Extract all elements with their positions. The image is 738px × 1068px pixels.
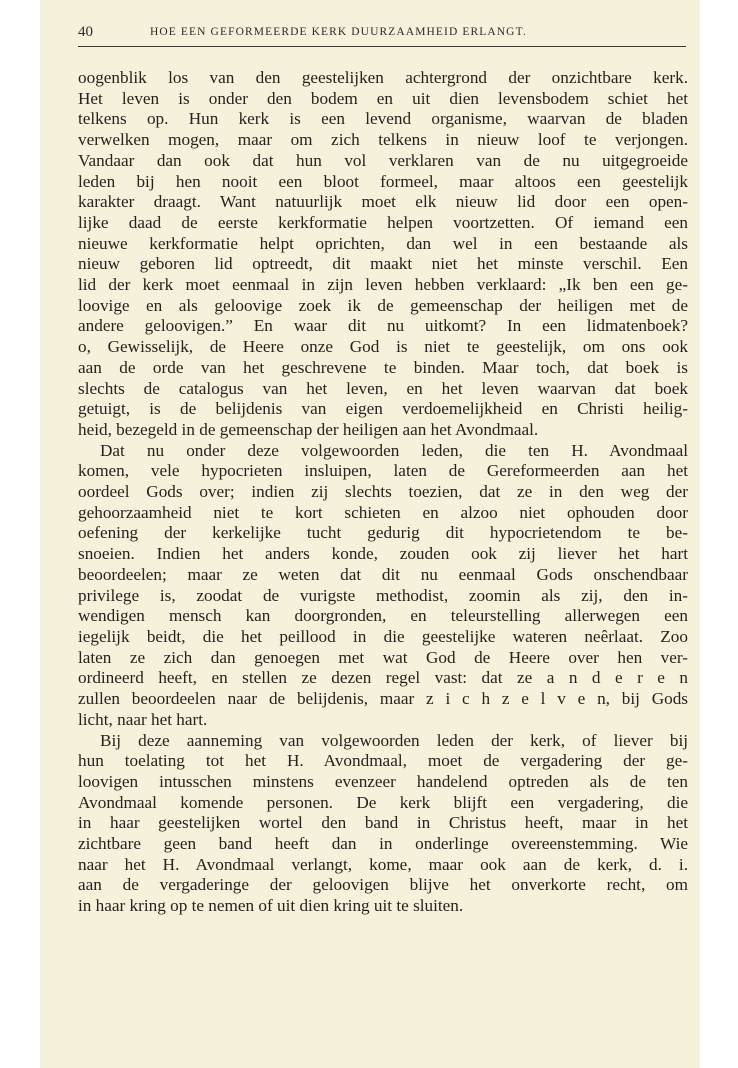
body-text: [78, 68, 688, 917]
text-line: oogenblik los van den geestelijken achtergrond der onzichtbare kerk.: [78, 68, 688, 87]
page-header: [78, 24, 686, 47]
text-line: zichtbare geen band heeft dan in onderlinge overeenstemming. Wie: [78, 834, 688, 854]
text-line: andere geloovigen.” En waar dit nu uitkomt? In een lidmatenboek?: [78, 316, 688, 336]
text-line: lijke daad de eerste kerkformatie helpen voortzetten. Of iemand een: [78, 212, 688, 232]
text-line: telkens op. Hun kerk is een levend organisme, waarvan de bladen: [78, 109, 688, 129]
text-line: slechts de catalogus van het leven, en het leven waarvan dat boek: [78, 378, 688, 398]
text-line: zullen beoordeelen naar de belijdenis, maar z i c h z e l v e n, bij Gods: [78, 689, 688, 709]
text-line: getuigt, is de belijdenis van eigen verdoemelijkheid en Christi heilig-: [78, 399, 688, 419]
text-line: gehoorzaamheid niet te kort schieten en alzoo niet ophouden door: [78, 502, 688, 522]
text-line: oefening der kerkelijke tucht gedurig dit hypocrietendom te be-: [78, 523, 688, 543]
text-line: nieuwe kerkformatie helpt oprichten, dan wel in een bestaande als: [78, 233, 688, 253]
text-line: aan de orde van het geschrevene te binden. Maar toch, dat boek is: [78, 357, 688, 377]
text-line: laten ze zich dan genoegen met wat God de Heere over hen ver-: [78, 647, 688, 667]
paragraph-1: [78, 68, 688, 441]
text-line: iegelijk beidt, die het peillood in die geestelijke wateren neêrlaat. Zoo: [78, 626, 688, 646]
text-line: naar het H. Avondmaal verlangt, kome, maar ook aan de kerk, d. i.: [78, 854, 688, 874]
text-line: Vandaar dan ook dat hun vol verklaren van de nu uitgegroeide: [78, 150, 688, 170]
text-line: Avondmaal komende personen. De kerk blijft een vergadering, die: [78, 792, 688, 812]
text-line: leden bij hen nooit een bloot formeel, maar altoos een geestelijk: [78, 171, 688, 191]
text-line: aan de vergaderinge der geloovigen blijve het onverkorte recht, om: [78, 875, 688, 895]
text-line: Het leven is onder den bodem en uit dien levensbodem schiet het: [78, 88, 688, 108]
text-line: Bij deze aanneming van volgewoorden leden der kerk, of liever bij: [100, 730, 688, 750]
text-line: wendigen mensch kan doorgronden, en teleurstelling allerwegen een: [78, 606, 688, 626]
text-line: in haar kring op te nemen of uit dien kring uit te sluiten.: [78, 896, 464, 916]
text-line: karakter draagt. Want natuurlijk moet elk nieuw lid door een open-: [78, 192, 688, 212]
text-line: loovige en als geloovige zoek ik de gemeenschap der heiligen met de: [78, 295, 688, 315]
text-line: in haar geestelijken wortel den band in Christus heeft, maar in het: [78, 813, 688, 833]
text-line: nieuw geboren lid optreedt, dit maakt niet het minste verschil. Een: [78, 254, 688, 274]
text-line: Dat nu onder deze volgewoorden leden, die ten H. Avondmaal: [100, 440, 688, 460]
text-line: beoordeelen; maar ze weten dat dit nu eenmaal Gods onschendbaar: [78, 564, 688, 584]
text-line: o, Gewisselijk, de Heere onze God is niet te geestelijk, om ons ook: [78, 337, 688, 357]
text-line: licht, naar het hart.: [78, 709, 208, 729]
text-line: ordineerd heeft, en stellen ze dezen regel vast: dat ze a n d e r e n: [78, 668, 688, 688]
text-line: verwelken mogen, maar om zich telkens in nieuw loof te verjongen.: [78, 130, 688, 150]
paragraph-2: [78, 441, 688, 731]
text-line: heid, bezegeld in de gemeenschap der heiligen aan het Avondmaal.: [78, 419, 539, 439]
text-line: privilege is, zoodat de vurigste methodist, zoomin als zij, den in-: [78, 585, 688, 605]
page-number: 40: [78, 24, 93, 40]
paragraph-3: [78, 731, 688, 917]
text-line: oordeel Gods over; indien zij slechts toezien, dat ze in den weg der: [78, 482, 688, 502]
text-line: snoeien. Indien het anders konde, zouden ook zij liever het hart: [78, 544, 688, 564]
running-head: HOE EEN GEFORMEERDE KERK DUURZAAMHEID ERLANGT.: [150, 26, 527, 38]
text-line: lid der kerk moet eenmaal in zijn leven hebben verklaard: „Ik ben een ge-: [78, 275, 688, 295]
book-page: [40, 0, 700, 1068]
text-line: loovigen intusschen minstens evenzeer handelend optreden als de ten: [78, 771, 688, 791]
text-line: komen, vele hypocrieten insluipen, laten de Gereformeerden aan het: [78, 461, 688, 481]
text-line: hun toelating tot het H. Avondmaal, moet de vergadering der ge-: [78, 751, 688, 771]
